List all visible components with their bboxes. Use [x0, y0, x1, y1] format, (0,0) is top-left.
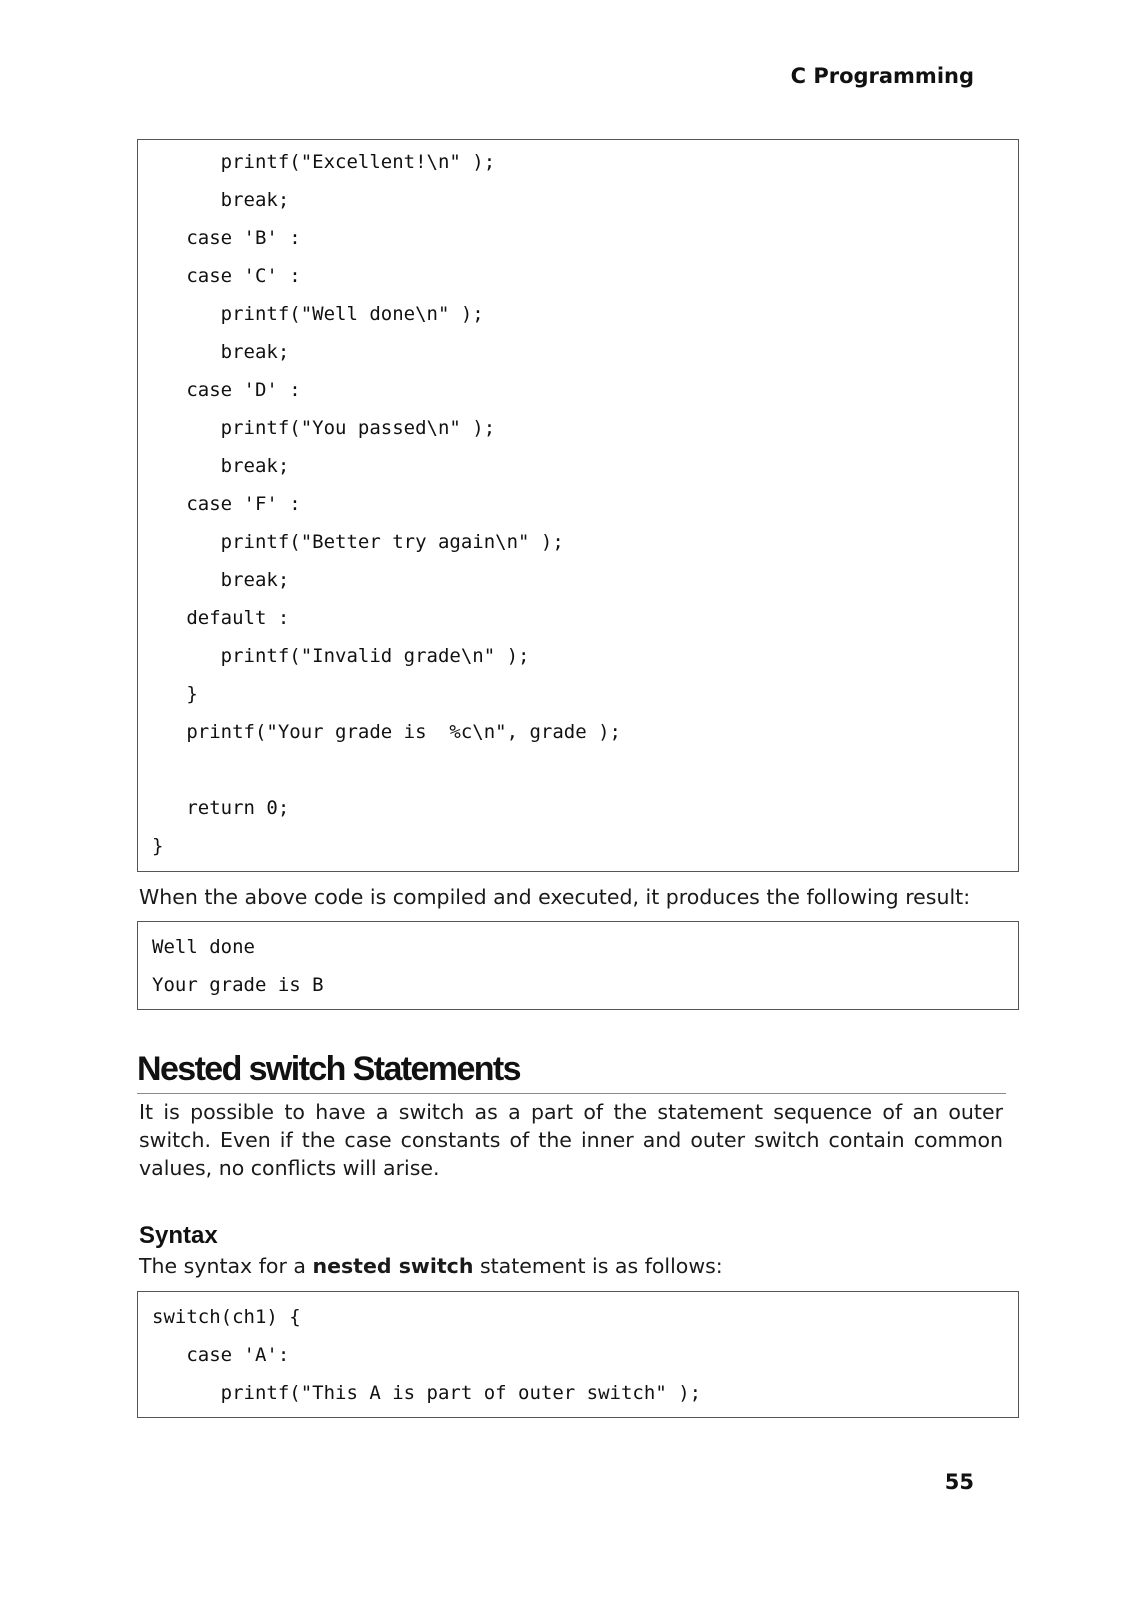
code-line: switch(ch1) { — [152, 1306, 301, 1328]
output-line: Well done — [152, 936, 255, 958]
code-line: case 'B' : — [152, 227, 301, 249]
heading-rule — [137, 1093, 1006, 1094]
section-paragraph: It is possible to have a switch as a part of the statement sequence of an outer switch. Even if the case constants of the inner and outer switch contain common values, no conflicts will arise. — [139, 1100, 1003, 1180]
running-header: C Programming — [790, 64, 974, 88]
page-number: 55 — [944, 1470, 974, 1494]
code-line: return 0; — [152, 797, 290, 819]
code-line: printf("Invalid grade\n" ); — [152, 645, 530, 667]
code-line: printf("Excellent!\n" ); — [152, 151, 496, 173]
code-line: case 'D' : — [152, 379, 301, 401]
code-block-nested-switch-syntax — [137, 1291, 1019, 1418]
code-line: default : — [152, 607, 290, 629]
syntax-intro-bold: nested switch — [312, 1254, 474, 1278]
code-line: printf("This A is part of outer switch" ); — [152, 1382, 702, 1404]
code-line: printf("Well done\n" ); — [152, 303, 484, 325]
code-line: case 'F' : — [152, 493, 301, 515]
code-line: break; — [152, 189, 290, 211]
syntax-heading: Syntax — [139, 1222, 218, 1249]
output-line: Your grade is B — [152, 974, 324, 996]
code-line: printf("Better try again\n" ); — [152, 531, 564, 553]
code-line: case 'A': — [152, 1344, 290, 1366]
code-line: printf("You passed\n" ); — [152, 417, 496, 439]
code-block-switch-example — [137, 139, 1019, 872]
code-line: break; — [152, 455, 290, 477]
code-line: } — [152, 683, 198, 705]
code-line: } — [152, 835, 164, 857]
syntax-intro-text: The syntax for a — [139, 1254, 313, 1278]
syntax-intro-text-end: statement is as follows: — [473, 1254, 723, 1278]
result-intro: When the above code is compiled and executed, it produces the following result: — [139, 885, 971, 909]
code-line: printf("Your grade is %c\n", grade ); — [152, 721, 621, 743]
syntax-intro — [139, 1252, 1003, 1280]
code-line: break; — [152, 569, 290, 591]
section-heading: Nested switch Statements — [137, 1050, 520, 1088]
code-line: break; — [152, 341, 290, 363]
code-line: case 'C' : — [152, 265, 301, 287]
output-block — [137, 921, 1019, 1010]
